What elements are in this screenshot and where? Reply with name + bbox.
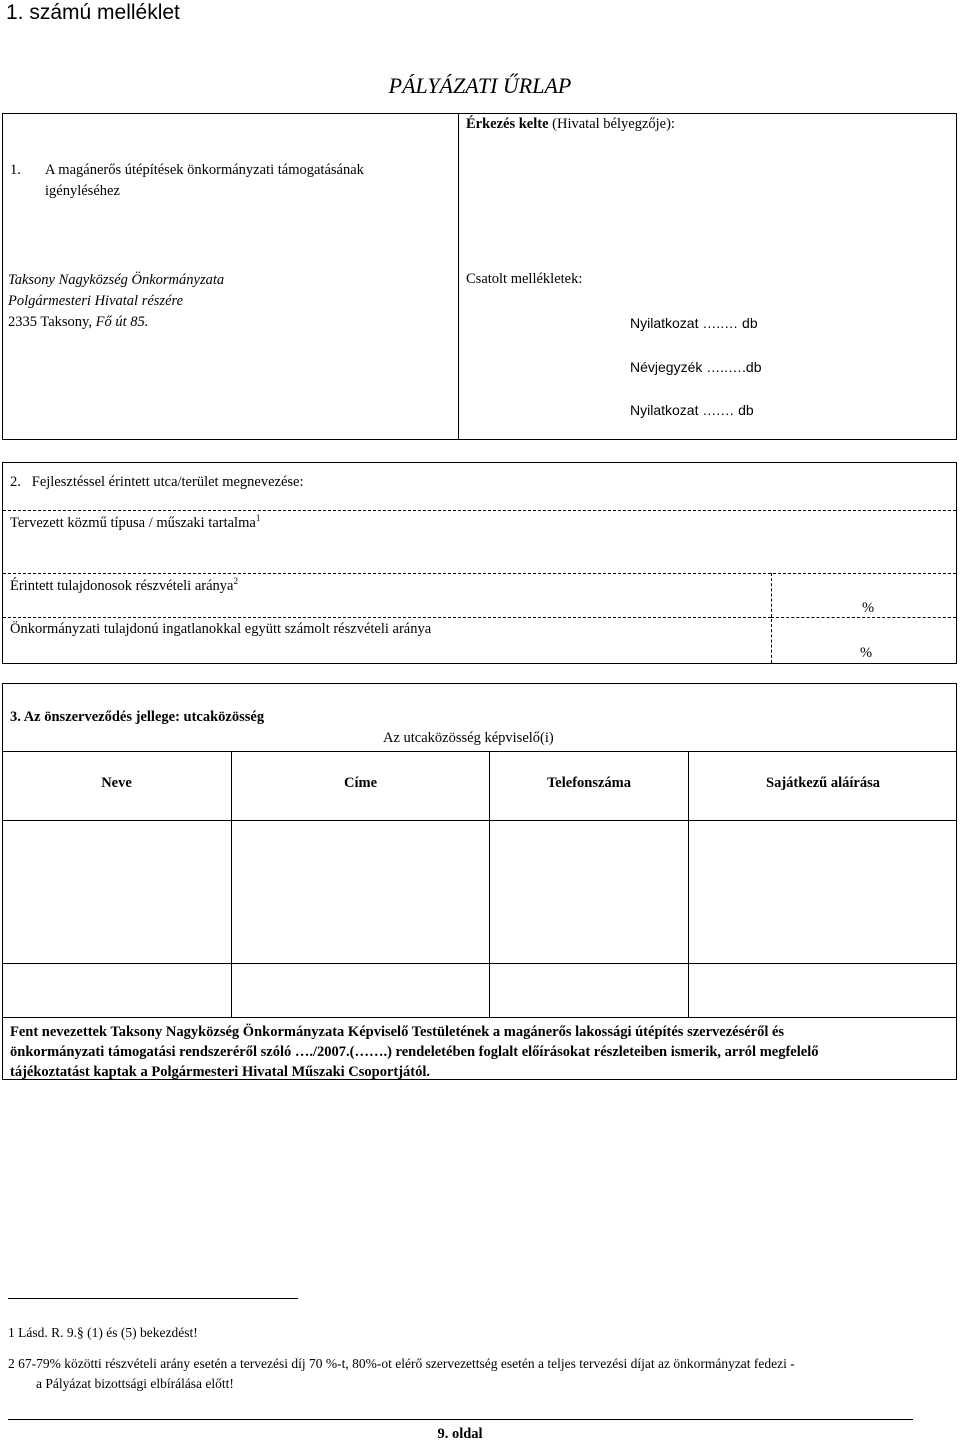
arrival-date-label: Érkezés kelte <box>466 116 549 132</box>
statement-line: önkormányzati támogatási rendszeréről szóló …./2007.(…….) rendeletében foglalt előírásokat részleteiben ismerik, arról megfelelő <box>10 1044 819 1060</box>
section3-title: 3. Az önszerveződés jellege: utcaközösség <box>10 709 265 725</box>
utility-type-field[interactable] <box>10 515 260 532</box>
annex-title: 1. számú melléklet <box>6 1 180 24</box>
street-name-field[interactable]: 2. Fejlesztéssel érintett utca/terület megnevezése: <box>10 474 304 490</box>
footnote-separator <box>8 1298 298 1299</box>
footnote-2-continuation: a Pályázat bizottsági elbírálása előtt! <box>36 1376 234 1391</box>
table-cell-address[interactable] <box>234 823 487 961</box>
item-line1: A magánerős útépítések önkormányzati támogatásának <box>45 162 364 178</box>
arrival-date-field[interactable] <box>466 116 675 133</box>
owner-ratio-field[interactable] <box>10 578 238 595</box>
page-footer-rule <box>8 1419 913 1420</box>
attachments-label: Csatolt mellékletek: <box>466 271 583 287</box>
municipal-ratio-label: Önkormányzati tulajdonú ingatlanokkal együtt számolt részvételi aránya <box>10 621 432 637</box>
table-top-border <box>2 751 957 752</box>
addressee-line3 <box>8 312 224 333</box>
municipal-ratio-percent[interactable]: % <box>860 645 873 661</box>
table-header-bottom <box>2 820 957 821</box>
attachment-item[interactable]: Névjegyzék …..….db <box>630 359 762 375</box>
item-line2: igényléséhez <box>45 183 120 199</box>
percent-column-divider <box>771 573 772 663</box>
footnote-2: 2 67-79% közötti részvételi arány esetén a tervezési díj 70 %-t, 80%-ot elérő szervezettség esetén a teljes tervezési díjat az önkormányzat fedezi - <box>8 1356 795 1371</box>
representatives-label: Az utcaközösség képviselő(i) <box>383 730 554 746</box>
section1-divider <box>458 113 459 440</box>
statement-paragraph <box>10 1022 950 1082</box>
addressee-line1: Taksony Nagyközség Önkormányzata <box>8 272 225 288</box>
table-cell-phone[interactable] <box>492 823 686 961</box>
footnote-ref-1: 1 <box>255 513 261 524</box>
form-title: PÁLYÁZATI ŰRLAP <box>388 73 572 98</box>
statement-line: Fent nevezettek Taksony Nagyközség Önkormányzata Képviselő Testületének a magánerős lakossági útépítés szervezéséről és <box>10 1024 785 1040</box>
attachment-item[interactable]: Nyilatkozat …..… db <box>630 315 758 331</box>
footnote-1: 1 Lásd. R. 9.§ (1) és (5) bekezdést! <box>8 1325 198 1340</box>
table-bottom-border <box>2 1017 957 1018</box>
page-number: 9. oldal <box>437 1426 483 1442</box>
column-header-signature: Sajátkezű aláírása <box>766 775 880 791</box>
separator <box>3 617 771 618</box>
utility-type-label: Tervezett közmű típusa / műszaki tartalma <box>10 515 256 531</box>
addressee-recipient: részére <box>138 293 184 309</box>
table-cell-signature[interactable] <box>691 823 955 961</box>
addressee-block <box>8 270 224 333</box>
table-cell-phone[interactable] <box>492 966 686 1015</box>
column-header-address: Címe <box>343 775 377 791</box>
addressee-line2 <box>8 291 224 312</box>
column-header-phone: Telefonszáma <box>546 775 632 791</box>
separator <box>3 510 956 511</box>
addressee-office: Polgármesteri Hivatal <box>8 293 139 309</box>
attachment-item[interactable]: Nyilatkozat ….… db <box>630 402 754 418</box>
owner-ratio-percent[interactable]: % <box>862 600 875 616</box>
separator <box>3 573 956 574</box>
table-cell-address[interactable] <box>234 966 487 1015</box>
statement-line: tájékoztatást kaptak a Polgármesteri Hivatal Műszaki Csoportjától. <box>10 1064 431 1080</box>
column-header-name: Neve <box>101 775 132 791</box>
addressee-street: Fő út 85. <box>95 314 149 330</box>
addressee-city: 2335 Taksony, <box>8 314 96 330</box>
table-row-separator <box>2 963 957 964</box>
arrival-date-note: (Hivatal bélyegzője): <box>548 116 675 132</box>
item-number: 1. <box>10 162 21 178</box>
footnote-ref-2: 2 <box>233 576 238 587</box>
table-cell-name[interactable] <box>4 966 229 1015</box>
table-cell-signature[interactable] <box>691 966 955 1015</box>
owner-ratio-label: Érintett tulajdonosok részvételi aránya <box>10 578 234 594</box>
table-cell-name[interactable] <box>4 823 229 961</box>
percent-row-separator <box>771 617 956 618</box>
